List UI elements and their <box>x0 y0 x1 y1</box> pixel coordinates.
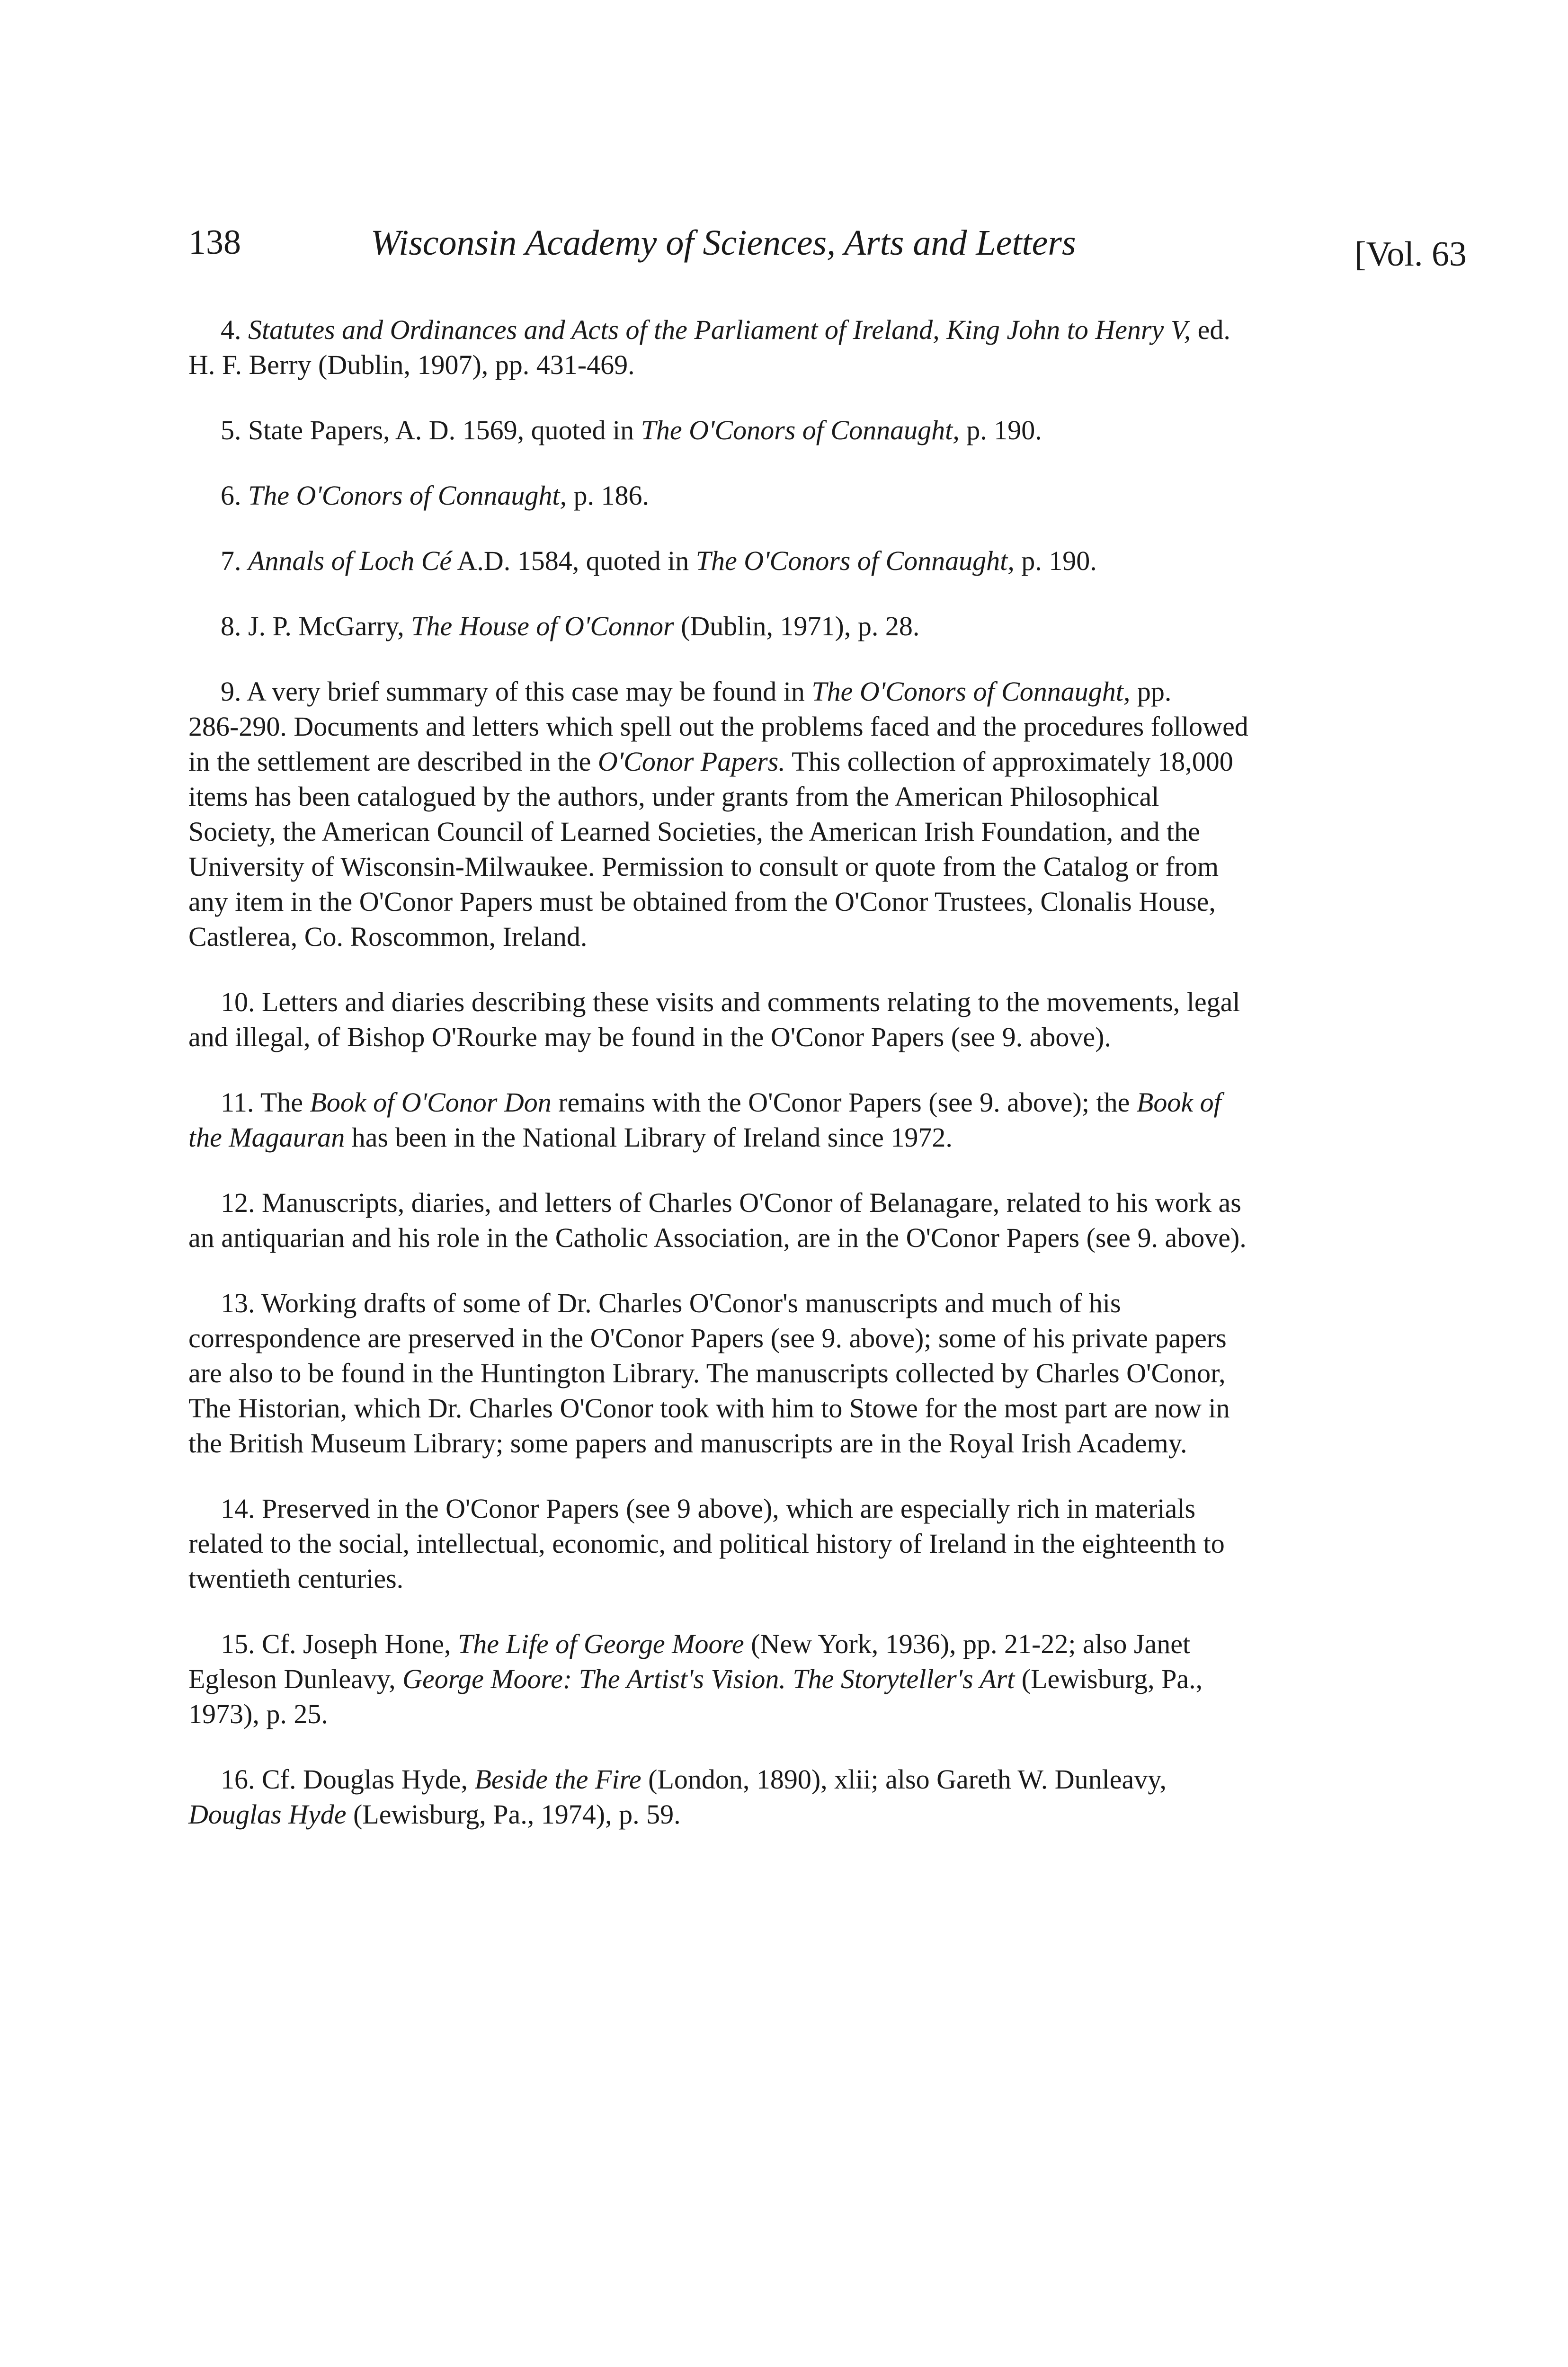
endnote-text: (New York, 1936), pp. 21-22; also Janet Egleson Dunleavy, <box>188 1628 1191 1694</box>
running-head <box>188 215 1467 272</box>
page-number: 138 <box>188 223 241 262</box>
endnote-text: J. P. McGarry, <box>248 611 411 641</box>
endnote-4 <box>188 312 1452 383</box>
italic-title-text: Annals of Loch Cé <box>248 545 452 576</box>
italic-title-text: Statutes and Ordinances and Acts of the Parliament of Ireland, King John to Henry V, <box>248 314 1191 345</box>
endnote-text: Cf. Douglas Hyde, <box>262 1764 475 1795</box>
endnote-text: Working drafts of some of Dr. Charles O'Conor's manuscripts and much of his correspondence are preserved in the O'Conor Papers (see 9. above); some of his private papers are also to be found in the Huntington Library. The manuscripts collected by Charles O'Conor, The Historian, which Dr. Charles O'Conor took with him to Stowe for the most part are now in the British Museum Library; some papers and manuscripts are in the Royal Irish Academy. <box>188 1288 1230 1459</box>
endnote-number: 15. <box>221 1628 262 1659</box>
endnote-text: The <box>260 1087 310 1118</box>
endnote-number: 12. <box>221 1187 262 1218</box>
endnote-number: 7. <box>221 545 248 576</box>
endnote-text: has been in the National Library of Ireland since 1972. <box>345 1122 953 1153</box>
endnote-number: 10. <box>221 987 262 1017</box>
italic-title-text: The O'Conors of Connaught, <box>248 480 567 511</box>
endnote-6 <box>188 478 1452 513</box>
endnote-number: 8. <box>221 611 248 641</box>
endnote-8 <box>188 609 1452 644</box>
endnote-text: Cf. Joseph Hone, <box>262 1628 458 1659</box>
italic-title-text: Book of O'Conor Don <box>310 1087 552 1118</box>
endnote-text: Manuscripts, diaries, and letters of Charles O'Conor of Belanagare, related to his work as an antiquarian and his role in the Catholic Association, are in the O'Conor Papers (see 9. above). <box>188 1187 1247 1253</box>
endnote-text: Letters and diaries describing these visits and comments relating to the movements, legal and illegal, of Bishop O'Rourke may be found in the O'Conor Papers (see 9. above). <box>188 987 1240 1052</box>
endnote-number: 16. <box>221 1764 262 1795</box>
endnote-15 <box>188 1627 1452 1732</box>
endnote-number: 9. <box>221 676 247 707</box>
endnote-text: (London, 1890), xlii; also Gareth W. Dunleavy, <box>648 1764 1167 1795</box>
endnote-14 <box>188 1491 1452 1596</box>
endnote-text: remains with the O'Conor Papers (see 9. above); the <box>551 1087 1137 1118</box>
endnote-number: 14. <box>221 1493 262 1524</box>
endnote-12 <box>188 1185 1452 1255</box>
italic-title-text: The Life of George Moore <box>458 1628 744 1659</box>
endnote-number: 4. <box>221 314 248 345</box>
endnote-5 <box>188 413 1452 448</box>
endnote-text: A.D. 1584, quoted in <box>452 545 696 576</box>
volume-label: [Vol. 63 <box>1354 235 1467 274</box>
endnote-10 <box>188 985 1452 1055</box>
italic-title-text: The House of O'Connor <box>411 611 674 641</box>
endnote-11 <box>188 1085 1452 1155</box>
endnote-text: (Lewisburg, Pa., 1974), p. 59. <box>346 1799 681 1830</box>
endnote-text: State Papers, A. D. 1569, quoted in <box>248 415 641 445</box>
italic-title-text: The O'Conors of Connaught, <box>641 415 960 445</box>
endnote-text: (Lewisburg, Pa., 1973), p. 25. <box>188 1664 1203 1729</box>
endnote-text: Preserved in the O'Conor Papers (see 9 above), which are especially rich in materials related to the social, intellectual, economic, and political history of Ireland in the eighteenth to twentieth centuries. <box>188 1493 1225 1594</box>
endnote-9 <box>188 674 1452 954</box>
endnote-number: 11. <box>221 1087 260 1118</box>
endnote-text: ed. H. F. Berry (Dublin, 1907), pp. 431-469. <box>188 314 1230 380</box>
endnote-number: 6. <box>221 480 248 511</box>
endnote-number: 5. <box>221 415 248 445</box>
endnote-text: (Dublin, 1971), p. 28. <box>674 611 920 641</box>
endnote-text: pp. 286-290. Documents and letters which spell out the problems faced and the procedures followed in the settlement are described in the <box>188 676 1248 777</box>
endnote-16 <box>188 1762 1452 1832</box>
italic-title-text: O'Conor Papers. <box>597 746 785 777</box>
endnote-text: p. 190. <box>1014 545 1097 576</box>
endnote-text: This collection of approximately 18,000 items has been catalogued by the authors, under grants from the American Philosophical Society, the American Council of Learned Societies, the American Irish Foundation, and the University of Wisconsin-Milwaukee. Permission to consult or quote from the Catalog or from any item in the O'Conor Papers must be obtained from the O'Conor Trustees, Clonalis House, Castlerea, Co. Roscommon, Ireland. <box>188 746 1233 952</box>
endnote-text: A very brief summary of this case may be found in <box>246 676 812 707</box>
italic-title-text: Douglas Hyde <box>188 1799 347 1830</box>
endnote-number: 13. <box>221 1288 261 1318</box>
italic-title-text: Beside the Fire <box>474 1764 641 1795</box>
endnote-7 <box>188 543 1452 578</box>
endnote-text: p. 186. <box>567 480 650 511</box>
italic-title-text: George Moore: The Artist's Vision. The Storyteller's Art <box>402 1664 1015 1694</box>
italic-title-text: The O'Conors of Connaught, <box>811 676 1131 707</box>
journal-title: Wisconsin Academy of Sciences, Arts and Letters <box>371 223 1076 263</box>
endnote-13 <box>188 1286 1452 1461</box>
italic-title-text: Book of the Magauran <box>188 1087 1221 1153</box>
endnotes-list <box>188 312 1452 1862</box>
endnote-text: p. 190. <box>959 415 1042 445</box>
italic-title-text: The O'Conors of Connaught, <box>695 545 1015 576</box>
